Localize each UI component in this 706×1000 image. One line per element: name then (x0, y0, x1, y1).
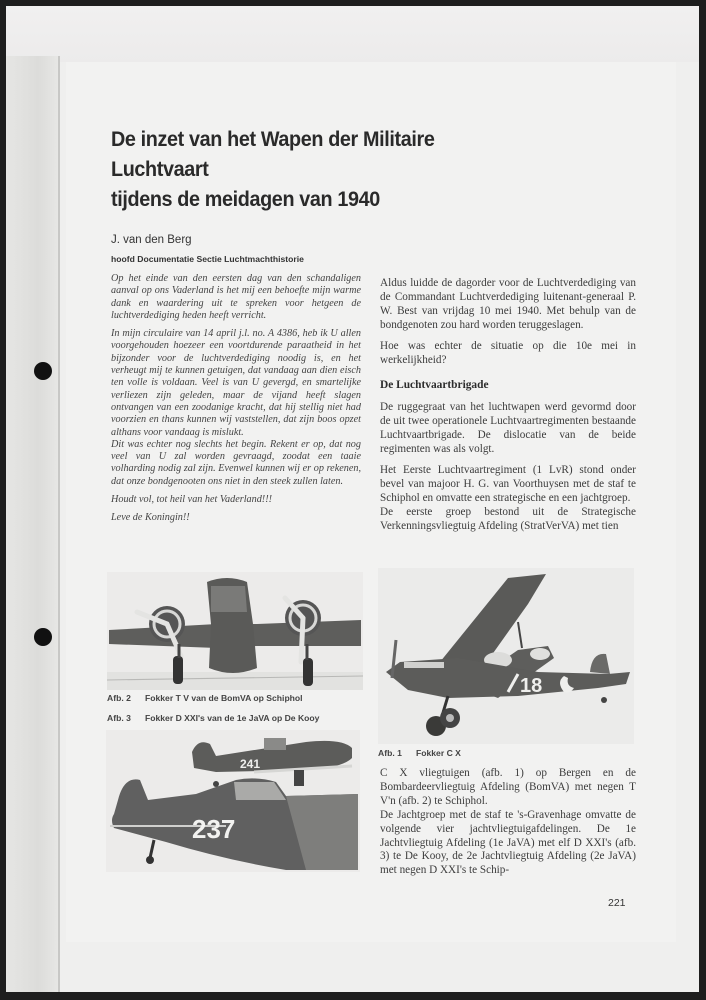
figure-number: Afb. 3 (107, 713, 131, 723)
figure-caption-afb-1 (378, 748, 461, 758)
body-paragraph: Aldus luidde de dagorder voor de Luchtverdediging van de Commandant Luchtverdediging luitenant-generaal P. W. Best van vrijdag 10 mei 1940. Met behulp van de bondgenoten zou hard worden teruggeslagen. (380, 277, 636, 331)
figure-caption-text: Fokker D XXI's van de 1e JaVA op De Kooy (145, 713, 320, 723)
body-paragraph: Hoe was echter de situatie op die 10e mei in werkelijkheid? (380, 339, 636, 366)
body-paragraph: Het Eerste Luchtvaartregiment (1 LvR) stond onder bevel van majoor H. G. van Voorthuysen met de staf te Schiphol en omvatte een strategische en een jachtgroep. (380, 463, 636, 504)
binding-margin (6, 56, 60, 992)
aircraft-marking-18: 18 (520, 675, 543, 697)
title-line-2: tijdens de meidagen van 1940 (111, 187, 380, 211)
fokker-dxxi-illustration (106, 730, 360, 872)
order-paragraph: In mijn circulaire van 14 april j.l. no. A 4386, heb ik U allen voorgehouden hoezeer een voortdurende paraatheid in het bijzonder voor de luchtverdediging noodig is, en het verheugt mij te kunnen getuigen, dat vandaag aan dien eisch ten volle is voldaan. Veel is van U gevergd, en smartelijke verliezen zijn geleden, maar de vijand heeft slagen ontvangen van een zoodanige kracht, dat hij stellig niet had voorzien en thans kunnen wij vaststellen, dat zijn boos opzet althans voor vandaag is mislukt. (111, 328, 361, 438)
aircraft-marking-241: 241 (240, 757, 261, 771)
fokker-cx-illustration (378, 568, 634, 744)
figure-caption-afb-3 (107, 713, 319, 723)
author-affiliation: hoofd Documentatie Sectie Luchtmachthistorie (111, 254, 304, 264)
photo-fokker-dxxi (106, 730, 360, 872)
body-column-right-continued (380, 767, 636, 878)
fokker-tv-illustration (107, 572, 363, 690)
article-title (111, 124, 534, 214)
page-number: 221 (608, 897, 626, 909)
order-closing: Houdt vol, tot heil van het Vaderland!!! (111, 494, 272, 506)
figure-caption-text: Fokker C X (416, 748, 461, 758)
photo-fokker-tv (107, 572, 363, 690)
order-paragraph: Op het einde van den eersten dag van den schandaligen aanval op ons Vaderland is het mij een behoefte mijn warme dank en waardering uit te spreken voor hetgeen de luchtverdediging heden heeft verricht. (111, 273, 361, 321)
order-paragraph: Dit was echter nog slechts het begin. Rekent er op, dat nog veel van U zal worden gevraagd, zoodat een taaie volharding nodig zal zijn. Evenwel kunnen wij er op rekenen, dat onze bondgenooten ons niet in den steek zullen laten. (111, 438, 361, 487)
aircraft-marking-237: 237 (192, 814, 236, 844)
body-paragraph: De ruggegraat van het luchtwapen werd gevormd door de uit twee operationele Luchtvaartregimenten bestaande Luchtvaartbrigade. De dislocatie van de beide regimenten was als volgt. (380, 401, 636, 456)
order-of-the-day (111, 273, 361, 531)
section-heading: De Luchtvaartbrigade (380, 379, 489, 392)
sheet-top-band (6, 6, 699, 62)
body-paragraph: C X vliegtuigen (afb. 1) op Bergen en de Bombardeervliegtuig Afdeling (BomVA) met negen T V'n (afb. 2) te Schiphol. (380, 767, 636, 807)
body-paragraph: De eerste groep bestond uit de Strategische Verkenningsvliegtuig Afdeling (StratVerVA) met tien (380, 505, 636, 532)
body-column-right (380, 277, 636, 534)
photo-fokker-cx (378, 568, 634, 744)
figure-caption-text: Fokker T V van de BomVA op Schiphol (145, 693, 303, 703)
punch-hole-top (34, 362, 52, 380)
figure-number: Afb. 2 (107, 693, 131, 703)
title-line-1: De inzet van het Wapen der Militaire Luchtvaart (111, 127, 435, 181)
body-paragraph: De Jachtgroep met de staf te 's-Gravenhage omvatte de volgende vier jachtvliegtuigafdelingen. De 1e Jachtvliegtuig Afdeling (1e JaVA) met elf D XXI's (afb. 3) te De Kooy, de 2e Jachtvliegtuig Afdeling (2e JaVA) met negen D XXI's te Schip- (380, 808, 636, 877)
figure-caption-afb-2 (107, 693, 303, 703)
author-name: J. van den Berg (111, 234, 192, 246)
order-closing: Leve de Koningin!! (111, 512, 190, 524)
punch-hole-bottom (34, 628, 52, 646)
figure-number: Afb. 1 (378, 748, 402, 758)
